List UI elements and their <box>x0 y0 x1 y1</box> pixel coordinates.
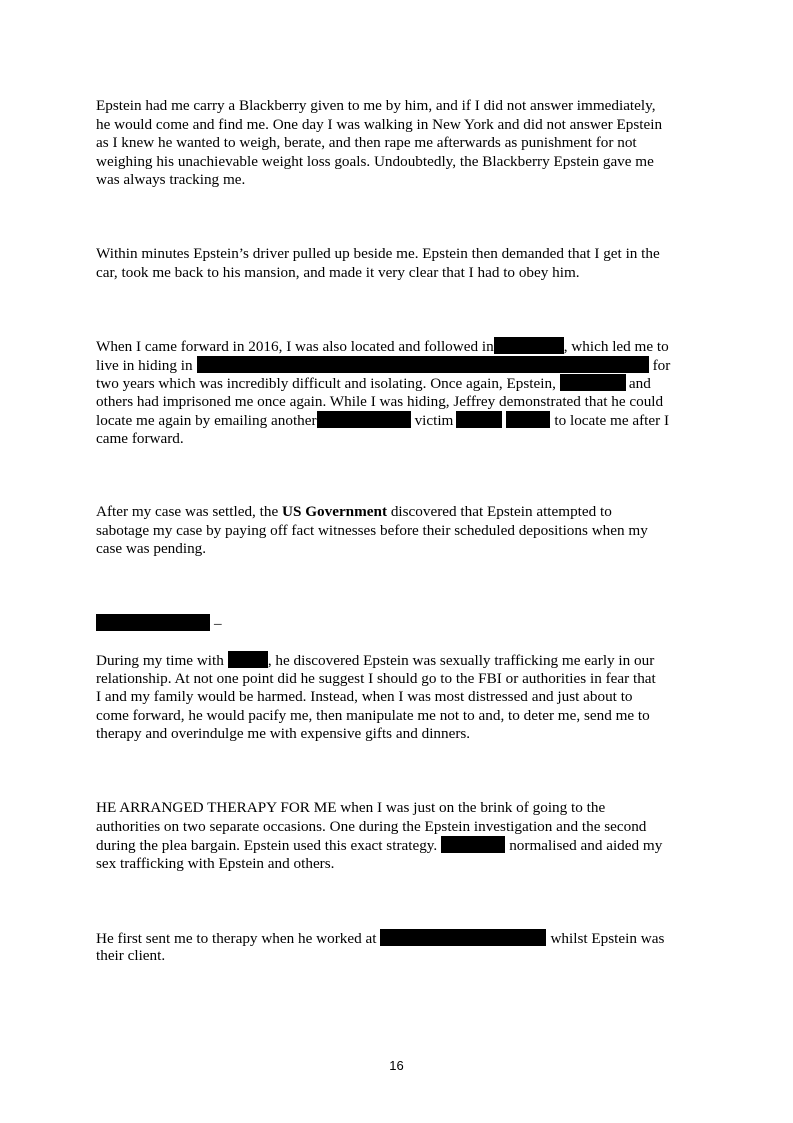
paragraph-3-line-5 <box>96 411 669 429</box>
redaction-block <box>317 411 411 428</box>
text-segment: whilst Epstein was <box>550 930 665 947</box>
page-number: 16 <box>389 1058 404 1073</box>
paragraph-3-line-2 <box>96 356 670 374</box>
paragraph-5-line-5: therapy and overindulge me with expensive gifts and dinners. <box>96 725 471 742</box>
redaction-block <box>96 614 138 631</box>
text-segment: During my time with <box>96 652 224 669</box>
paragraph-1-line-4: weighing his unachievable weight loss goals. Undoubtedly, the Blackberry Epstein gave me <box>96 153 654 170</box>
redaction-block <box>506 411 550 428</box>
text-segment: After my case was settled, the <box>96 503 282 520</box>
emphasis-us-government: US Government <box>281 503 388 520</box>
paragraph-4-line-1 <box>96 503 612 521</box>
redaction-block <box>138 614 210 631</box>
text-segment: , he discovered Epstein was sexually trafficking me early in our <box>267 652 655 669</box>
paragraph-1-line-3: as I knew he wanted to weigh, berate, and then rape me afterwards as punishment for not <box>96 134 637 151</box>
paragraph-5-line-3: I and my family would be harmed. Instead, when I was most distressed and just about to <box>96 688 633 705</box>
text-segment: to locate me after I <box>554 412 670 429</box>
paragraph-6-line-3 <box>96 836 662 854</box>
text-segment: victim <box>414 412 454 429</box>
redaction-block <box>441 836 505 853</box>
paragraph-3-line-4: others had imprisoned me once again. While I was hiding, Jeffrey demonstrated that he could <box>96 393 664 410</box>
paragraph-3-line-3 <box>96 374 651 392</box>
section-heading <box>96 614 222 632</box>
paragraph-1-line-1: Epstein had me carry a Blackberry given to me by him, and if I did not answer immediately, <box>96 97 656 114</box>
text-segment: When I came forward in 2016, I was also located and followed in <box>96 338 494 355</box>
paragraph-5-line-2: relationship. At not one point did he suggest I should go to the FBI or authorities in fear that <box>96 670 656 687</box>
redaction-block <box>380 929 546 946</box>
heading-dash: – <box>214 615 222 632</box>
paragraph-3-line-6: came forward. <box>96 430 184 447</box>
redaction-block <box>228 651 268 668</box>
paragraph-4-line-3: case was pending. <box>96 540 207 557</box>
paragraph-7-line-2: their client. <box>96 947 166 964</box>
redaction-block <box>197 356 649 373</box>
paragraph-6-line-2: authorities on two separate occasions. One during the Epstein investigation and the second <box>96 818 647 835</box>
text-segment: discovered that Epstein attempted to <box>387 503 612 520</box>
paragraph-1-line-2: he would come and find me. One day I was walking in New York and did not answer Epstein <box>96 116 663 133</box>
paragraph-5-line-1 <box>96 651 654 669</box>
redaction-block <box>560 374 626 391</box>
text-segment: He first sent me to therapy when he worked at <box>96 930 377 947</box>
paragraph-7-line-1 <box>96 929 664 947</box>
text-segment: and <box>628 375 651 392</box>
paragraph-2-line-2: car, took me back to his mansion, and made it very clear that I had to obey him. <box>96 264 580 281</box>
text-segment: live in hiding in <box>96 357 193 374</box>
paragraph-1-line-5: was always tracking me. <box>96 171 246 188</box>
paragraph-6-line-4: sex trafficking with Epstein and others. <box>96 855 335 872</box>
text-segment: locate me again by emailing another <box>96 412 317 429</box>
text-segment: two years which was incredibly difficult and isolating. Once again, Epstein, <box>96 375 556 392</box>
paragraph-5-line-4: come forward, he would pacify me, then manipulate me not to and, to deter me, send me to <box>96 707 650 724</box>
paragraph-6-line-1: HE ARRANGED THERAPY FOR ME when I was just on the brink of going to the <box>96 799 606 816</box>
paragraph-3-line-1 <box>96 337 669 355</box>
text-segment: , which led me to <box>563 338 669 355</box>
text-segment: normalised and aided my <box>509 837 663 854</box>
redaction-block <box>456 411 502 428</box>
text-segment: for <box>652 357 671 374</box>
redaction-block <box>494 337 564 354</box>
paragraph-4-line-2: sabotage my case by paying off fact witnesses before their scheduled depositions when my <box>96 522 648 539</box>
text-segment: during the plea bargain. Epstein used this exact strategy. <box>96 837 438 854</box>
paragraph-2-line-1: Within minutes Epstein’s driver pulled up beside me. Epstein then demanded that I get in the <box>96 245 660 262</box>
